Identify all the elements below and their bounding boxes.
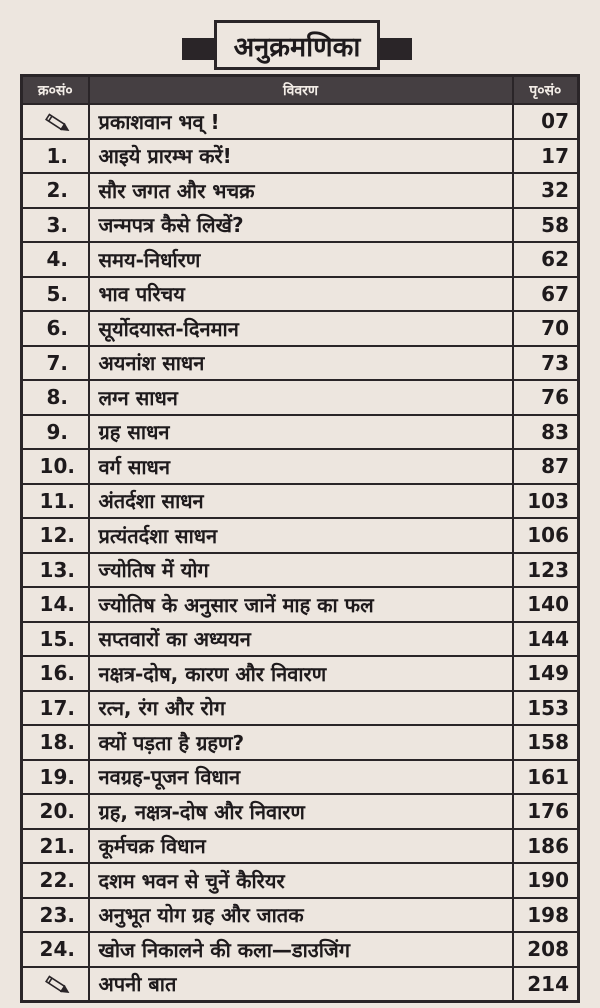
row-serial: 5. [22,277,89,312]
row-serial: 14. [22,587,89,622]
row-serial: 7. [22,346,89,381]
table-row [22,173,579,208]
row-serial: 2. [22,173,89,208]
row-description: अयनांश साधन [89,346,513,381]
row-page-number: 153 [513,691,579,726]
row-serial: 24. [22,932,89,967]
table-row [22,415,579,450]
row-serial: 17. [22,691,89,726]
row-page-number: 70 [513,311,579,346]
row-page-number: 67 [513,277,579,312]
table-row [22,587,579,622]
row-description: सौर जगत और भचक्र [89,173,513,208]
row-serial: 10. [22,449,89,484]
row-description: लग्न साधन [89,380,513,415]
table-row [22,622,579,657]
pencil-icon [42,972,72,996]
row-serial: 16. [22,656,89,691]
table-row [22,794,579,829]
row-page-number: 144 [513,622,579,657]
table-row [22,691,579,726]
row-description: ग्रह, नक्षत्र-दोष और निवारण [89,794,513,829]
table-row [22,932,579,967]
row-description: आइये प्रारम्भ करें! [89,139,513,174]
row-description: खोज निकालने की कला—डाउजिंग [89,932,513,967]
row-description: दशम भवन से चुनें कैरियर [89,863,513,898]
row-description: नवग्रह-पूजन विधान [89,760,513,795]
row-description: प्रकाशवान भव् ! [89,104,513,139]
table-header-row [22,76,579,105]
table-row [22,553,579,588]
row-serial: 22. [22,863,89,898]
row-description: सूर्योदयास्त-दिनमान [89,311,513,346]
pencil-icon [42,109,72,133]
row-page-number: 106 [513,518,579,553]
row-description: समय-निर्धारण [89,242,513,277]
row-page-number: 103 [513,484,579,519]
row-serial: 3. [22,208,89,243]
row-page-number: 208 [513,932,579,967]
row-page-number: 161 [513,760,579,795]
row-description: अनुभूत योग ग्रह और जातक [89,898,513,933]
row-description: भाव परिचय [89,277,513,312]
row-description: वर्ग साधन [89,449,513,484]
header-description: विवरण [89,76,513,105]
table-row [22,829,579,864]
row-page-number: 62 [513,242,579,277]
row-serial: 1. [22,139,89,174]
table-row [22,725,579,760]
row-serial: 8. [22,380,89,415]
row-page-number: 214 [513,967,579,1002]
row-description: ज्योतिष में योग [89,553,513,588]
row-page-number: 176 [513,794,579,829]
row-serial: 4. [22,242,89,277]
row-description: प्रत्यंतर्दशा साधन [89,518,513,553]
row-page-number: 198 [513,898,579,933]
table-row [22,656,579,691]
row-page-number: 07 [513,104,579,139]
row-page-number: 87 [513,449,579,484]
table-row [22,518,579,553]
row-description: सप्तवारों का अध्ययन [89,622,513,657]
row-page-number: 17 [513,139,579,174]
contents-table [20,74,580,1003]
table-row [22,484,579,519]
table-row [22,898,579,933]
page-title: अनुक्रमणिका [214,20,380,70]
row-serial: 15. [22,622,89,657]
table-row [22,380,579,415]
row-page-number: 76 [513,380,579,415]
row-serial: 12. [22,518,89,553]
row-description: अंतर्दशा साधन [89,484,513,519]
table-row [22,242,579,277]
row-serial: 9. [22,415,89,450]
row-page-number: 158 [513,725,579,760]
row-page-number: 73 [513,346,579,381]
row-description: ग्रह साधन [89,415,513,450]
table-row [22,863,579,898]
table-row [22,277,579,312]
row-serial: 23. [22,898,89,933]
table-row [22,760,579,795]
row-icon-cell [22,967,89,1002]
table-row [22,208,579,243]
row-page-number: 32 [513,173,579,208]
table-row [22,346,579,381]
header-page: पृ०सं० [513,76,579,105]
row-serial: 18. [22,725,89,760]
row-description: रत्न, रंग और रोग [89,691,513,726]
row-icon-cell [22,104,89,139]
row-description: ज्योतिष के अनुसार जानें माह का फल [89,587,513,622]
row-serial: 19. [22,760,89,795]
header-serial: क्र०सं० [22,76,89,105]
row-serial: 13. [22,553,89,588]
row-serial: 21. [22,829,89,864]
row-description: अपनी बात [89,967,513,1002]
row-serial: 20. [22,794,89,829]
table-row [22,967,579,1002]
row-description: क्यों पड़ता है ग्रहण? [89,725,513,760]
table-row [22,311,579,346]
row-page-number: 149 [513,656,579,691]
table-row [22,449,579,484]
row-page-number: 190 [513,863,579,898]
row-serial: 11. [22,484,89,519]
table-row [22,139,579,174]
row-description: नक्षत्र-दोष, कारण और निवारण [89,656,513,691]
row-page-number: 58 [513,208,579,243]
row-description: कूर्मचक्र विधान [89,829,513,864]
table-row [22,104,579,139]
row-page-number: 123 [513,553,579,588]
row-page-number: 186 [513,829,579,864]
row-description: जन्मपत्र कैसे लिखें? [89,208,513,243]
row-serial: 6. [22,311,89,346]
row-page-number: 83 [513,415,579,450]
row-page-number: 140 [513,587,579,622]
